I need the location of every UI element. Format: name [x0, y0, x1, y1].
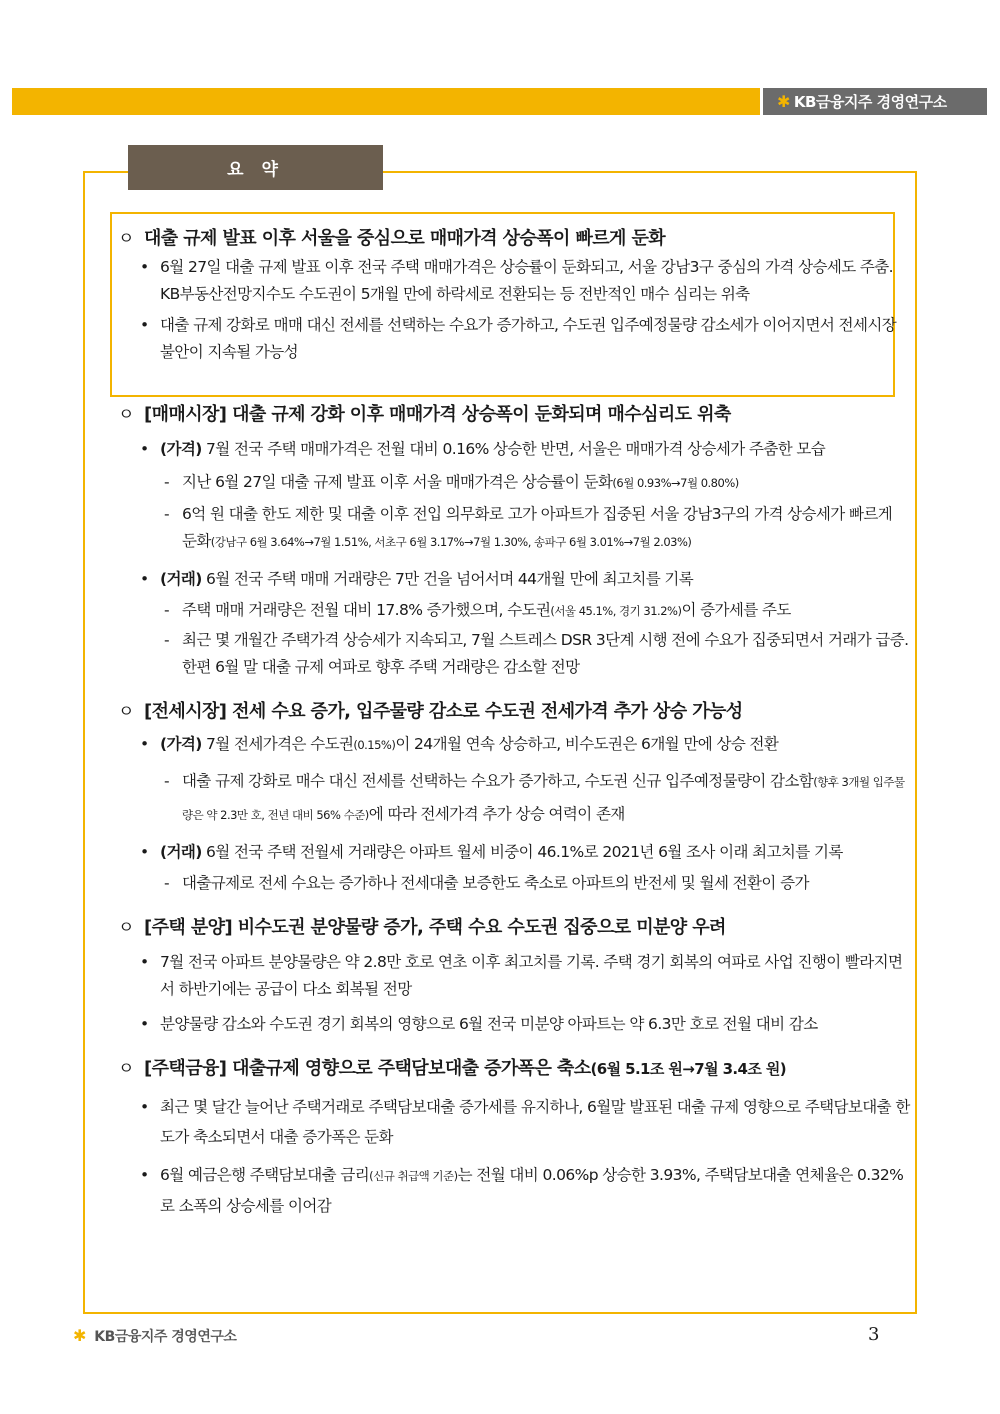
- header-brand: [763, 88, 987, 115]
- bullet: • 6월 예금은행 주택담보대출 금리(신규 취급액 기준)는 전월 대비 0.06%p 상승한 3.93%, 주택담보대출 연체율은 0.32%로 소폭의 상승세를 이어감: [140, 1166, 904, 1215]
- section-sales-market: [118, 400, 910, 681]
- section-jeonse-market: [118, 697, 910, 897]
- summary-tab: 요 약: [128, 145, 383, 190]
- bullet: • (가격) 7월 전국 주택 매매가격은 전월 대비 0.16% 상승한 반면, 서울은 매매가격 상승세가 주춤한 모습: [140, 440, 826, 458]
- sub-bullet: - 대출규제로 전세 수요는 증가하나 전세대출 보증한도 축소로 아파트의 반전세 및 월세 전환이 증가: [164, 874, 809, 892]
- bullet: • 최근 몇 달간 늘어난 주택거래로 주택담보대출 증가세를 유지하나, 6월말 발표된 대출 규제 영향으로 주택담보대출 한도가 축소되면서 대출 증가폭은 둔화: [140, 1098, 910, 1146]
- section-heading: ㅇ [주택 분양] 비수도권 분양물량 증가, 주택 수요 수도권 집중으로 미분양 우려: [118, 917, 726, 938]
- sub-bullet: - 주택 매매 거래량은 전월 대비 17.8% 증가했으며, 수도권(서울 45.1%, 경기 31.2%)이 증가세를 주도: [164, 601, 791, 619]
- bullet: • 7월 전국 아파트 분양물량은 약 2.8만 호로 연초 이후 최고치를 기록. 주택 경기 회복의 여파로 사업 진행이 빨라지면서 하반기에는 공급이 다소 회복될 전망: [140, 953, 903, 998]
- header-brand-text: KB금융지주 경영연구소: [793, 93, 947, 111]
- footer-brand-text: KB금융지주 경영연구소: [94, 1329, 237, 1345]
- section-housing-finance: [118, 1054, 910, 1221]
- bullet: • 6월 27일 대출 규제 발표 이후 전국 주택 매매가격은 상승률이 둔화되고, 서울 강남3구 중심의 가격 상승세도 주춤. KB부동산전망지수도 수도권이 5개월 만에 하락세로 전환되는 등 전반적인 매수 심리는 위축: [140, 258, 893, 303]
- bullet: • 분양물량 감소와 수도권 경기 회복의 영향으로 6월 전국 미분양 아파트는 약 6.3만 호로 전월 대비 감소: [140, 1015, 818, 1033]
- section-heading: ㅇ [전세시장] 전세 수요 증가, 입주물량 감소로 수도권 전세가격 추가 상승 가능성: [118, 701, 743, 722]
- bullet: • 대출 규제 강화로 매매 대신 전세를 선택하는 수요가 증가하고, 수도권 입주예정물량 감소세가 이어지면서 전세시장 불안이 지속될 가능성: [140, 316, 897, 361]
- header-accent-bar: [12, 88, 760, 115]
- sub-bullet: - 지난 6월 27일 대출 규제 발표 이후 서울 매매가격은 상승률이 둔화(6월 0.93%→7월 0.80%): [164, 473, 739, 491]
- sub-bullet: - 대출 규제 강화로 매수 대신 전세를 선택하는 수요가 증가하고, 수도권 신규 입주예정물량이 감소함(향후 3개월 입주물량은 약 2.3만 호, 전년 대비 56% 수준)에 따라 전세가격 추가 상승 여력이 존재: [164, 772, 905, 823]
- section-heading: ㅇ [주택금융] 대출규제 영향으로 주택담보대출 증가폭은 축소(6월 5.1조 원→7월 3.4조 원): [118, 1058, 787, 1079]
- section-heading: ㅇ [매매시장] 대출 규제 강화 이후 매매가격 상승폭이 둔화되며 매수심리도 위축: [118, 404, 731, 425]
- key-point: [118, 224, 910, 366]
- sub-bullet: - 6억 원 대출 한도 제한 및 대출 이후 전입 의무화로 고가 아파트가 집중된 서울 강남3구의 가격 상승세가 빠르게 둔화(강남구 6월 3.64%→7월 1.51%, 서초구 6월 3.17%→7월 1.30%, 송파구 6월 3.01%→7월 2.03%): [164, 505, 893, 550]
- footer-brand: [73, 1326, 236, 1346]
- summary-content: [118, 224, 910, 1221]
- kb-star-icon: ✱: [73, 1326, 86, 1345]
- bullet: • (가격) 7월 전세가격은 수도권(0.15%)이 24개월 연속 상승하고, 비수도권은 6개월 만에 상승 전환: [140, 735, 779, 753]
- sub-bullet: - 최근 몇 개월간 주택가격 상승세가 지속되고, 7월 스트레스 DSR 3단계 시행 전에 수요가 집중되면서 거래가 급증. 한편 6월 말 대출 규제 여파로 향후 주택 거래량은 감소할 전망: [164, 631, 909, 676]
- page-number: 3: [868, 1324, 880, 1345]
- section-heading: ㅇ 대출 규제 발표 이후 서울을 중심으로 매매가격 상승폭이 빠르게 둔화: [118, 228, 666, 249]
- section-housing-supply: [118, 913, 910, 1038]
- kb-star-icon: ✱: [777, 92, 790, 111]
- bullet: • (거래) 6월 전국 주택 매매 거래량은 7만 건을 넘어서며 44개월 만에 최고치를 기록: [140, 570, 694, 588]
- bullet: • (거래) 6월 전국 주택 전월세 거래량은 아파트 월세 비중이 46.1%로 2021년 6월 조사 이래 최고치를 기록: [140, 843, 843, 861]
